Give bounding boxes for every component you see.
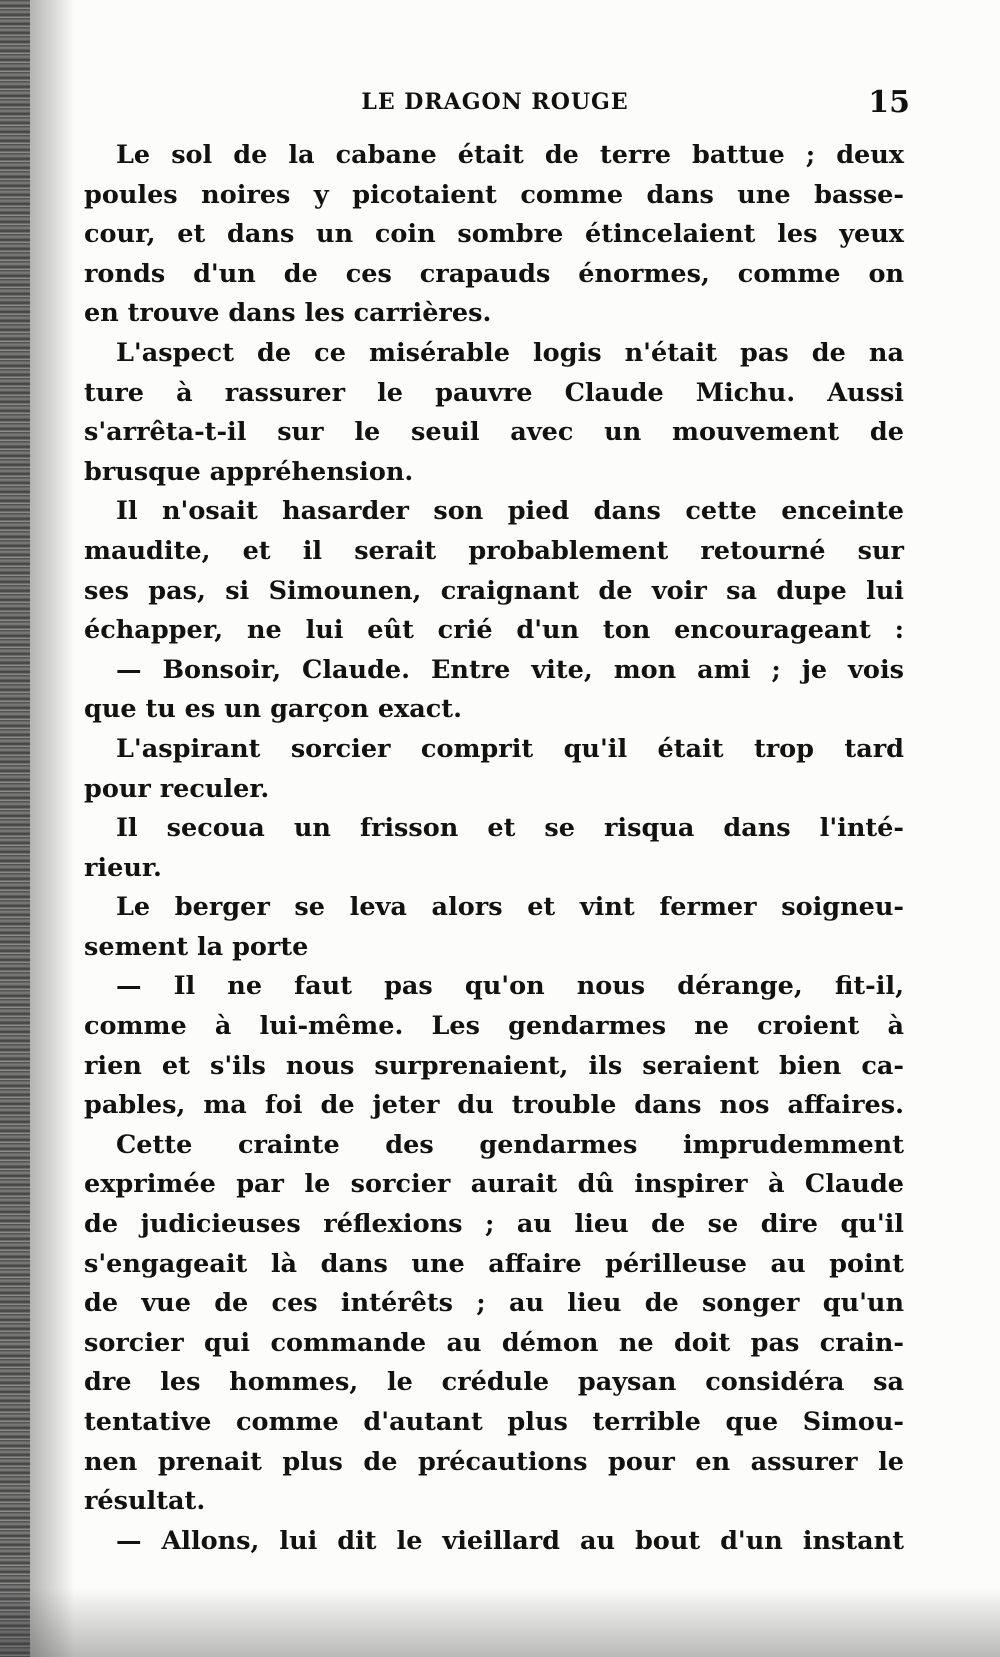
text-line: Il secoua un frisson et se risqua dans l'inté- [116, 813, 904, 844]
text-line: rien et s'ils nous surprenaient, ils seraient bien ca- [84, 1050, 904, 1081]
text-line: — Il ne faut pas qu'on nous dérange, fit-il, [116, 971, 904, 1002]
text-line: nen prenait plus de précautions pour en assurer le [84, 1446, 904, 1477]
page-number: 15 [868, 85, 910, 120]
text-line: Il n'osait hasarder son pied dans cette enceinte [116, 496, 904, 527]
gutter-shadow [30, 0, 75, 1657]
text-line: comme à lui-même. Les gendarmes ne croient à [84, 1011, 904, 1042]
text-line: — Allons, lui dit le vieillard au bout d'un instant [116, 1525, 904, 1556]
text-line: dre les hommes, le crédule paysan considéra sa [84, 1367, 904, 1398]
text-line: Cette crainte des gendarmes imprudemment [116, 1129, 904, 1160]
text-line: de vue de ces intérêts ; au lieu de songer qu'un [84, 1288, 904, 1319]
text-line: poules noires y picotaient comme dans une basse- [84, 179, 904, 210]
text-line: s'arrêta-t-il sur le seuil avec un mouvement de [84, 417, 904, 448]
text-line: ture à rassurer le pauvre Claude Michu. Aussi [84, 377, 904, 408]
text-line: ronds d'un de ces crapauds énormes, comme on [84, 258, 904, 289]
text-line: — Bonsoir, Claude. Entre vite, mon ami ; je vois [116, 654, 904, 685]
text-line: échapper, ne lui eût crié d'un ton encourageant : [84, 615, 904, 646]
text-line: pour reculer. [84, 773, 270, 804]
text-line: tentative comme d'autant plus terrible que Simou- [84, 1407, 904, 1437]
text-line: L'aspect de ce misérable logis n'était pas de na [116, 337, 904, 368]
text-line: que tu es un garçon exact. [84, 694, 462, 725]
text-line: en trouve dans les carrières. [84, 298, 492, 329]
text-line: ses pas, si Simounen, craignant de voir sa dupe lui [84, 575, 904, 606]
text-line: cour, et dans un coin sombre étincelaient les yeux [84, 219, 904, 250]
text-line: rieur. [84, 852, 162, 883]
text-line: pables, ma foi de jeter du trouble dans nos affaires. [84, 1090, 904, 1121]
text-line: brusque appréhension. [84, 456, 414, 487]
page-header [80, 85, 910, 125]
binding-gutter [0, 0, 30, 1657]
text-line: sorcier qui commande au démon ne doit pas crain- [84, 1327, 904, 1358]
text-line: exprimée par le sorcier aurait dû inspirer à Claude [84, 1169, 904, 1200]
text-line: L'aspirant sorcier comprit qu'il était trop tard [116, 733, 904, 764]
body-text [84, 136, 904, 1561]
text-line: Le berger se leva alors et vint fermer soigneu- [116, 892, 904, 923]
text-line: de judicieuses réflexions ; au lieu de se dire qu'il [84, 1209, 904, 1240]
text-line: maudite, et il serait probablement retourné sur [84, 535, 904, 566]
text-line: résultat. [84, 1486, 206, 1517]
text-line: s'engageait là dans une affaire périlleuse au point [84, 1248, 904, 1279]
text-line: sement la porte [84, 931, 309, 962]
running-title: LE DRAGON ROUGE [361, 89, 629, 115]
bottom-shadow [0, 1587, 1000, 1657]
text-line: Le sol de la cabane était de terre battue ; deux [116, 140, 904, 170]
